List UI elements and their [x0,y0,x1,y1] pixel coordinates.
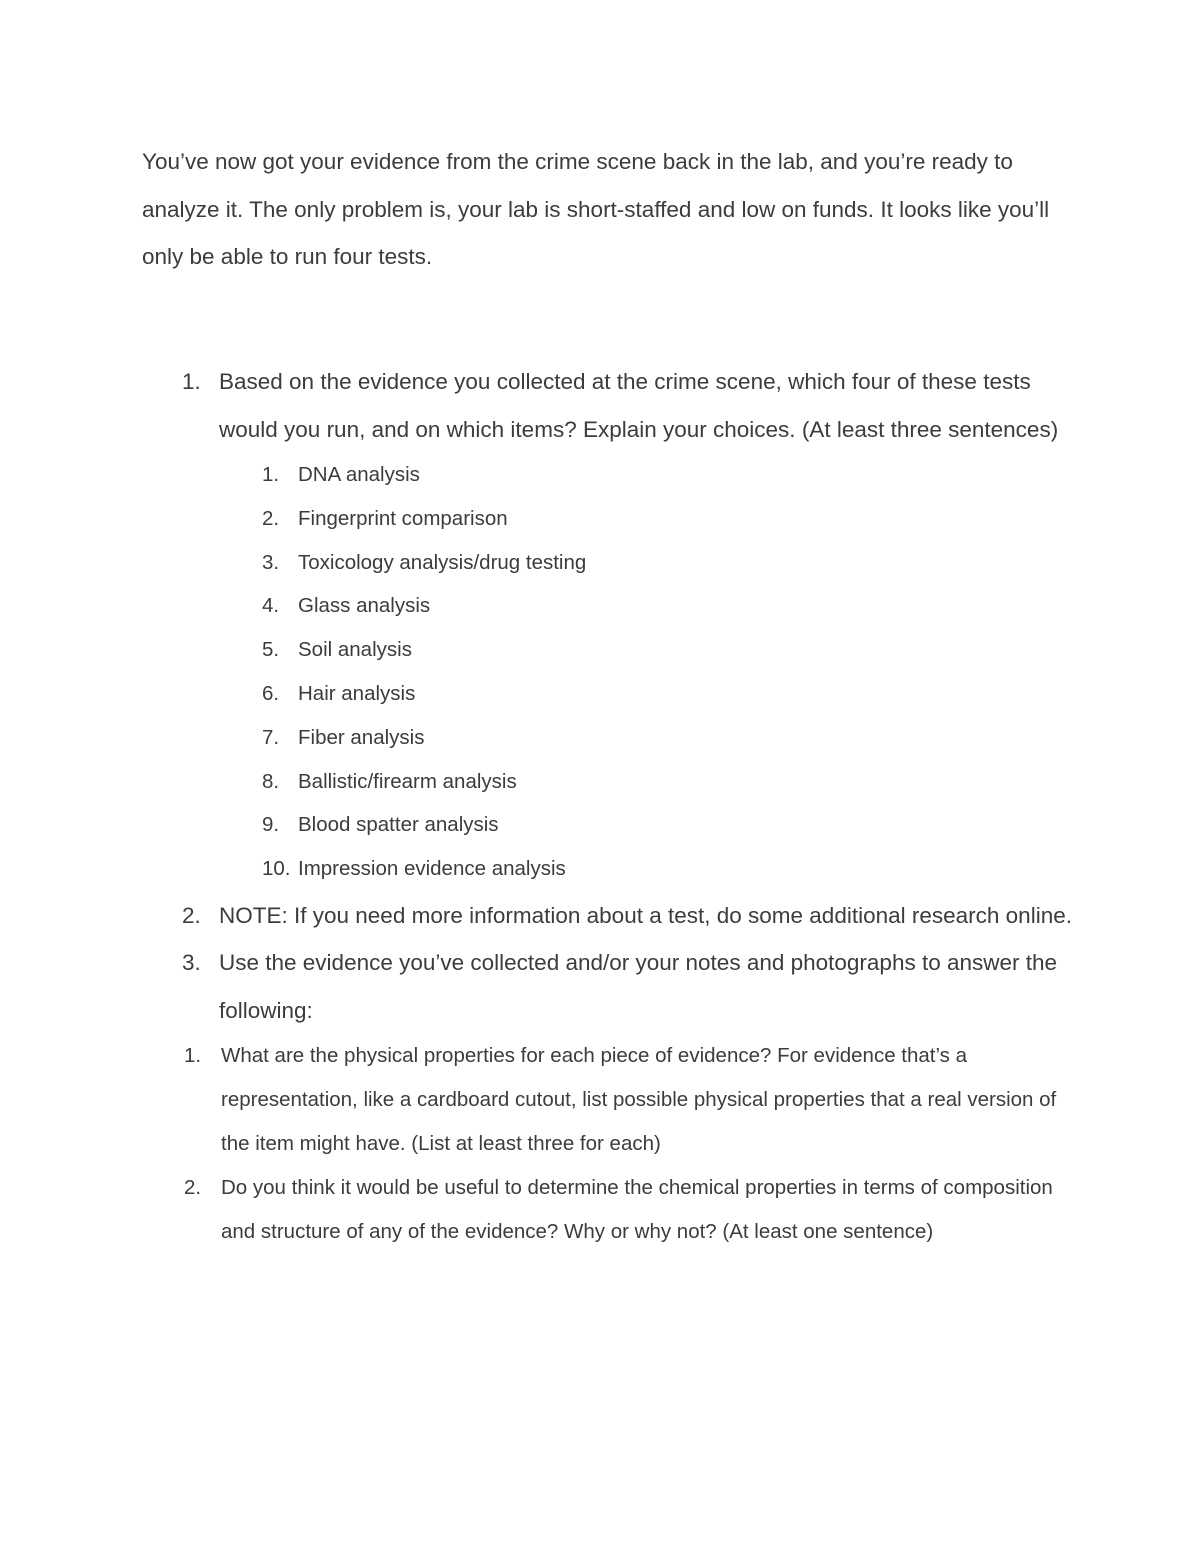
list-number: 10. [262,857,291,881]
list-number: 9. [262,813,280,837]
list-number: 6. [262,681,280,705]
list-item-text: What are the physical properties for each piece of evidence? For evidence that’s a representation, like a cardboard cutout, list possible physical properties that a real version of the item might have. (List at least three for each) [221,1044,1057,1156]
question-list [142,358,1072,1253]
list-item [142,541,1072,585]
list-number: 3. [182,950,201,976]
list-item-text: Fiber analysis [298,725,425,749]
list-item [142,803,1072,847]
list-item-text: Do you think it would be useful to determine the chemical properties in terms of composition and structure of any of the evidence? Why or why not? (At least one sentence) [221,1175,1053,1243]
test-options-list [142,453,1072,891]
question-text: Use the evidence you’ve collected and/or your notes and photographs to answer the following: [219,950,1058,1023]
list-number: 2. [262,506,280,530]
list-item [142,453,1072,497]
list-number: 2. [182,902,201,928]
list-item-text: DNA analysis [298,463,420,486]
list-item [142,628,1072,672]
list-item [142,672,1072,716]
list-item-text: Fingerprint comparison [298,506,508,530]
question-item [142,358,1072,891]
question-item [142,892,1072,940]
list-number: 4. [262,594,280,618]
intro-paragraph: You’ve now got your evidence from the crime scene back in the lab, and you’re ready to analyze it. The only problem is, your lab is short-staffed and low on funds. It looks like you’ll only be able to run four tests. [142,149,1050,269]
list-number: 5. [262,638,280,662]
list-number: 1. [184,1044,202,1068]
question-text: NOTE: If you need more information about a test, do some additional research online. [219,902,1072,928]
question-text: Based on the evidence you collected at the crime scene, which four of these tests would you run, and on which items? Explain your choices. (At least three sentences) [219,369,1059,442]
list-number: 2. [184,1175,202,1199]
list-item-text: Impression evidence analysis [298,857,566,881]
list-item-text: Soil analysis [298,638,412,662]
list-number: 7. [262,725,280,749]
list-item-text: Glass analysis [298,594,431,618]
list-number: 8. [262,769,280,793]
list-item [142,497,1072,541]
sub-question-list [184,1034,1072,1253]
list-item-text: Ballistic/firearm analysis [298,769,517,793]
list-item-text: Toxicology analysis/drug testing [298,550,587,574]
list-item [142,847,1072,891]
list-item [142,584,1072,628]
list-number: 1. [262,463,280,486]
list-item [142,716,1072,760]
list-number: 1. [182,369,201,394]
list-item-text: Blood spatter analysis [298,813,499,837]
list-item-text: Hair analysis [298,681,416,705]
list-number: 3. [262,550,280,574]
list-item [184,1034,1072,1165]
list-item [184,1166,1072,1254]
list-item [142,760,1072,804]
question-item [142,939,1072,1253]
